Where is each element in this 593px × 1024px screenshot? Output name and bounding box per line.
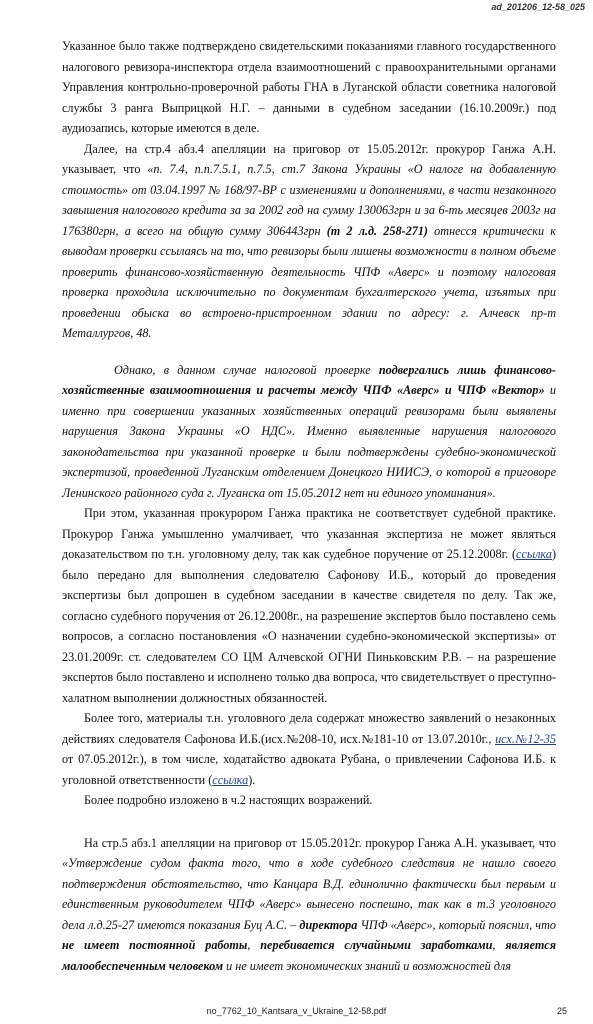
paragraph-4 — [62, 503, 556, 708]
paragraph-7-quote-end: и не имеет экономических знаний и возможностей для — [223, 958, 511, 973]
paragraph-2-intro: Далее, на стр.4 абз.4 апелляции на приговор от 15.05.2012г. прокурор Ганжа А.Н. указывает, что — [62, 141, 556, 176]
paragraph-7-emph-3: перебивается случайными заработками — [260, 938, 493, 952]
paragraph-7-sep-2: , — [492, 938, 506, 952]
paragraph-7-quote: «Утверждение судом факта того, что в ходе судебного следствия не нашло своего подтверждения обстоятельство, что Канцара В.Д. единолично фактически был первым и единственным руководителем ЧПФ «Аверс» вынесено поспешно, так как в т.3 уголовного дела л.д.25-27 имеются показания Буц А.С. – — [62, 856, 556, 932]
paragraph-5-text: Более того, материалы т.н. уголовного дела содержат множество заявлений о незаконных действиях следователя Сафонова И.Б.(исх.№208-10, исх.№181-10 от 13.07.2010г., — [62, 711, 556, 746]
footer-filename: no_7762_10_Kantsara_v_Ukraine_12-58.pdf — [206, 1006, 387, 1016]
document-page — [62, 36, 556, 976]
paragraph-7 — [62, 833, 556, 977]
paragraph-7-quote-2: ЧПФ «Аверс», который пояснил, что — [357, 917, 556, 932]
paragraph-2-reference: (т 2 л.д. 258-271) — [326, 223, 428, 238]
paragraph-6: Более подробно изложено в ч.2 настоящих возражений. — [84, 793, 373, 807]
paragraph-7-intro: На стр.5 абз.1 апелляции на приговор от 15.05.2012г. прокурор Ганжа А.Н. указывает, что — [84, 835, 556, 850]
paragraph-7-emph-4: является малообеспеченным человеком — [62, 938, 557, 973]
paragraph-3 — [62, 360, 556, 504]
link-ssylka-2[interactable]: ссылка — [212, 772, 249, 787]
paragraph-1: Указанное было также подтверждено свидетельскими показаниями главного государственного налогового ревизора-инспектора отдела взаимоотношений с правоохранительными органами Управления контрольно-проверочной работы ГНА в Луганской области советника налоговой службы 3 ранга Выприцкой Н.Г. – данными в судебном заседании (16.10.2009г.) под аудиозапись, которые имеются в деле. — [62, 39, 556, 135]
paragraph-5 — [62, 708, 556, 790]
paragraph-4-text-cont: ) было передано для выполнения следователю Сафонову И.Б., который до проведения экспертизы был допрошен в судебном заседании в качестве свидетеля по делу. Так же, согласно судебного поручения от 26.12.2008г., на разрешение экспертов было поставлено семь вопросов, а согласно постановления «О назначении судебно-экономической экспертизы» от 23.01.2009г. ст. следователем СО ЦМ Алчевской ОГНИ Пиньковским Р.В. – на разрешение экспертов было поставлено и исполнено только два вопроса, что свидетельствует о преступно-халатном выполнении должностных обязанностей. — [62, 547, 556, 705]
paragraph-7-emph-1: директора — [299, 917, 358, 932]
link-ssylka-1[interactable]: ссылка — [516, 547, 552, 561]
paragraph-3-rest: и именно при совершении указанных хозяйственных операций ревизорами были выявлены нарушения Закона Украины «О НДС». Именно выявленные нарушения налогового законодательства при указанной проверке и были подтверждены судебно-экономической экспертизой, проведенной Луганским отделением Донецкого НИИСЭ, о которой в приговоре Ленинского районного суда г. Луганска от 15.05.2012 нет ни единого упоминания». — [62, 383, 556, 500]
document-header-code: ad_201206_12-58_025 — [491, 2, 585, 12]
paragraph-5-end: ). — [248, 772, 256, 787]
paragraph-7-sep-1: , — [247, 938, 261, 952]
paragraph-3-intro: Однако, в данном случае налоговой проверке — [114, 362, 379, 377]
paragraph-3-emphasis: подвергались лишь финансово-хозяйственные взаимоотношения и расчеты между ЧПФ «Аверс» и ЧПФ «Вектор» — [62, 362, 556, 397]
page-number: 25 — [556, 1006, 567, 1016]
paragraph-5-text-cont: от 07.05.2012г.), в том числе, ходатайство адвоката Рубана, о привлечении Сафонова И.Б. к уголовной ответственности ( — [62, 752, 556, 787]
paragraph-2 — [62, 139, 556, 344]
link-ish-12-35[interactable]: исх.№12-35 — [495, 731, 556, 746]
paragraph-7-emph-2: не имеет постоянной работы — [62, 938, 248, 952]
paragraph-2-quote: «п. 7.4, п.п.7.5.1, п.7.5, ст.7 Закона Украины «О налоге на добавленную стоимость» от 03.04.1997 № 168/97-ВР с изменениями и дополнениями, в части незаконного завышения налогового кредита за за 2002 год на сумму 130063грн и за 6-ть месяцев 2003г на 176380грн, а всего на общую сумму 306443грн — [62, 162, 556, 238]
paragraph-4-text: При этом, указанная прокурором Ганжа практика не соответствует судебной практике. Прокурор Ганжа умышленно умалчивает, что указанная экспертиза не может являться доказательством по т.н. уголовному делу, так как судебное поручение от 25.12.2008г. ( — [62, 506, 556, 561]
spacer — [62, 344, 556, 360]
paragraph-2-quote-cont: отнесся критически к выводам проверки ссылаясь на то, что ревизоры были лишены возможности в полном объеме проверить финансово-хозяйственную деятельность ЧПФ «Аверс» и поэтому налоговая проверка проходила исключительно по документам бухгалтерского учета, изъятых при проведении обыска во встроено-пристроенном здании по адресу: г. Алчевск пр-т Металлургов, 48. — [62, 223, 556, 340]
spacer — [62, 811, 556, 833]
